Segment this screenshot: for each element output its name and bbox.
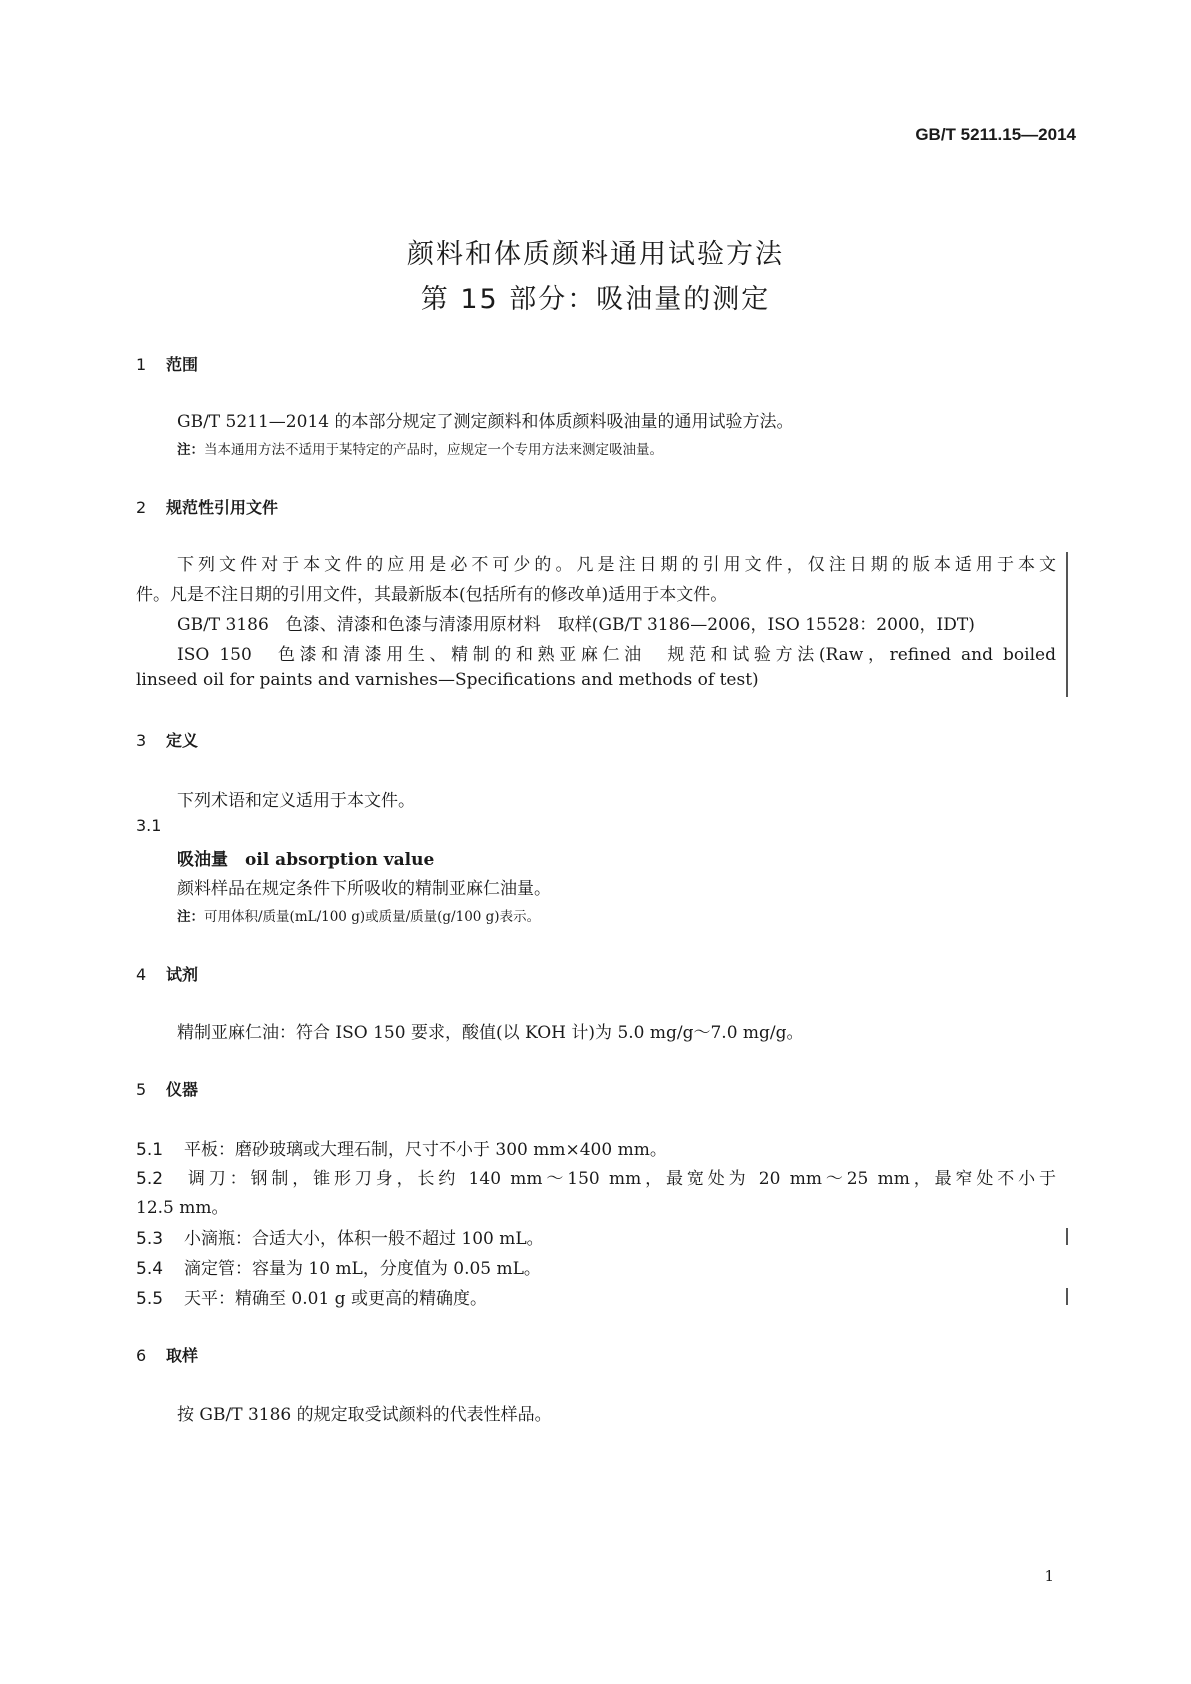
item-number: 5.1 xyxy=(136,1140,164,1160)
item-number: 5.3 xyxy=(136,1229,164,1249)
apparatus-item xyxy=(136,1135,667,1160)
subclause-number: 3.1 xyxy=(136,816,162,835)
term: 吸油量 oil absorption value xyxy=(177,850,435,870)
sampling-paragraph: 按 GB/T 3186 的规定取受试颜料的代表性样品。 xyxy=(177,1405,552,1425)
section-number: 5 xyxy=(136,1080,147,1099)
section-number: 2 xyxy=(136,498,147,517)
apparatus-item xyxy=(136,1164,1056,1189)
section-number: 6 xyxy=(136,1346,147,1365)
reagent-paragraph: 精制亚麻仁油：符合 ISO 150 要求，酸值(以 KOH 计)为 5.0 mg/g～7.0 mg/g。 xyxy=(177,1023,804,1043)
item-number: 5.5 xyxy=(136,1289,164,1309)
section-6-heading xyxy=(136,1343,198,1366)
section-title: 定义 xyxy=(166,731,199,750)
change-bar xyxy=(1066,1228,1068,1245)
references-intro-line2: 件。凡是不注日期的引用文件，其最新版本(包括所有的修改单)适用于本文件。 xyxy=(136,585,728,605)
item-text: 调刀：钢制，锥形刀身，长约 140 mm～150 mm，最宽处为 20 mm～25 mm，最窄处不小于 xyxy=(184,1169,1056,1189)
document-subtitle: 第 15 部分：吸油量的测定 xyxy=(420,284,771,315)
document-title: 颜料和体质颜料通用试验方法 xyxy=(407,239,784,270)
section-3-heading xyxy=(136,728,198,751)
change-bar xyxy=(1066,1288,1068,1305)
item-number: 5.4 xyxy=(136,1259,164,1279)
apparatus-item xyxy=(136,1284,487,1309)
section-title: 范围 xyxy=(166,355,199,374)
reference-iso150-line1: ISO 150 色漆和清漆用生、精制的和熟亚麻仁油 规范和试验方法(Raw，refined and boiled xyxy=(177,645,1056,665)
section-title: 取样 xyxy=(166,1346,199,1365)
reference-iso150-line2: linseed oil for paints and varnishes—Specifications and methods of test) xyxy=(136,670,759,690)
standard-code: GB/T 5211.15—2014 xyxy=(915,125,1076,144)
section-number: 3 xyxy=(136,731,147,750)
apparatus-item xyxy=(136,1254,541,1279)
section-title: 规范性引用文件 xyxy=(166,498,279,517)
apparatus-item-continuation: 12.5 mm。 xyxy=(136,1198,229,1218)
definition-note xyxy=(177,905,540,925)
reference-gbt3186: GB/T 3186 色漆、清漆和色漆与清漆用原材料 取样(GB/T 3186—2006，ISO 15528：2000，IDT) xyxy=(177,615,975,635)
item-number: 5.2 xyxy=(136,1169,164,1189)
item-text: 滴定管：容量为 10 mL，分度值为 0.05 mL。 xyxy=(184,1259,541,1279)
section-number: 1 xyxy=(136,355,147,374)
section-title: 试剂 xyxy=(166,965,199,984)
note-label: 注： xyxy=(177,909,204,925)
section-1-heading xyxy=(136,352,198,375)
references-intro-line1: 下列文件对于本文件的应用是必不可少的。凡是注日期的引用文件，仅注日期的版本适用于本文 xyxy=(177,555,1056,575)
section-title: 仪器 xyxy=(166,1080,199,1099)
section-number: 4 xyxy=(136,965,147,984)
scope-paragraph: GB/T 5211—2014 的本部分规定了测定颜料和体质颜料吸油量的通用试验方法。 xyxy=(177,412,794,432)
definitions-intro: 下列术语和定义适用于本文件。 xyxy=(177,791,415,811)
apparatus-item xyxy=(136,1224,544,1249)
page-number: 1 xyxy=(1044,1567,1054,1585)
note-text: 当本通用方法不适用于某特定的产品时，应规定一个专用方法来测定吸油量。 xyxy=(204,442,663,458)
section-2-heading xyxy=(136,495,278,518)
term-definition: 颜料样品在规定条件下所吸收的精制亚麻仁油量。 xyxy=(177,879,551,899)
item-text: 平板：磨砂玻璃或大理石制，尺寸不小于 300 mm×400 mm。 xyxy=(184,1140,667,1160)
scope-note xyxy=(177,438,663,458)
item-text: 天平：精确至 0.01 g 或更高的精确度。 xyxy=(184,1289,487,1309)
change-bar xyxy=(1066,552,1068,697)
note-text: 可用体积/质量(mL/100 g)或质量/质量(g/100 g)表示。 xyxy=(204,909,541,925)
item-text: 小滴瓶：合适大小，体积一般不超过 100 mL。 xyxy=(184,1229,544,1249)
section-4-heading xyxy=(136,962,198,985)
note-label: 注： xyxy=(177,442,204,458)
section-5-heading xyxy=(136,1077,198,1100)
